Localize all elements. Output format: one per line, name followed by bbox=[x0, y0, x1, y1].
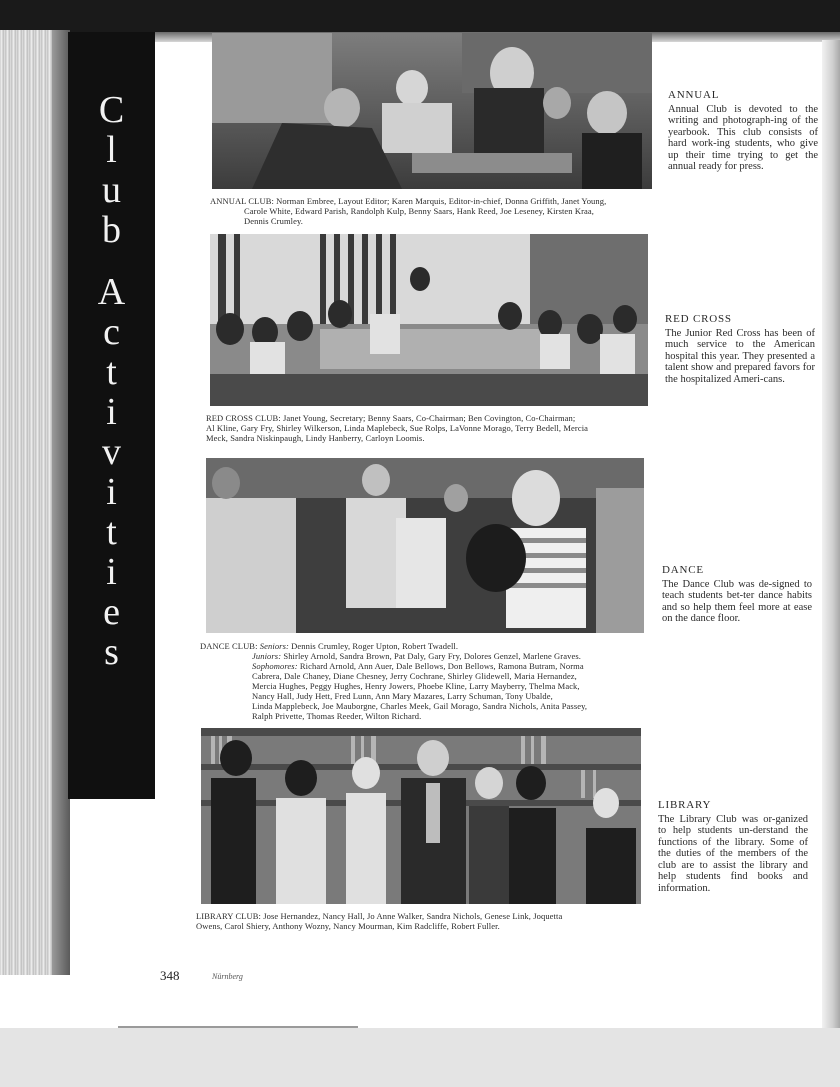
red-cross-body: The Junior Red Cross has been of much service to the American hospital this year. They presented a talent show and prepared favors for the hospitalized Ameri-cans. bbox=[665, 327, 815, 385]
title-letter: v bbox=[102, 431, 121, 473]
scan-top-border bbox=[0, 0, 840, 32]
page-title bbox=[68, 90, 155, 672]
dance-body: The Dance Club was de-signed to teach students bet-ter dance habits and so help them feel more at ease on the dance floor. bbox=[662, 578, 812, 624]
library-body: The Library Club was or-ganized to help students un-derstand the functions of the library. Some of the duties of the members of the club are to assist the library and help students find books and information. bbox=[658, 813, 808, 894]
library-caption: LIBRARY CLUB: Jose Hernandez, Nancy Hall, Jo Anne Walker, Sandra Nichols, Genese Link, Joquetta Owens, Carol Shiery, Anthony Wozny, Nancy Mourman, Kim Radcliffe, Robert Fuller. bbox=[196, 911, 563, 931]
red-cross-heading: RED CROSS bbox=[665, 313, 732, 325]
page-number: 348 bbox=[160, 968, 180, 983]
title-letter: C bbox=[98, 89, 125, 131]
title-letter: e bbox=[103, 591, 120, 633]
dance-club-photo bbox=[206, 458, 644, 633]
page-bottom-rule bbox=[118, 1026, 358, 1028]
annual-body: Annual Club is devoted to the writing and photograph-ing of the yearbook. This club consists of hard work-ing students, who give up their time trying to get the annual ready for press. bbox=[668, 103, 818, 172]
dance-description bbox=[662, 565, 812, 625]
title-letter: s bbox=[104, 631, 119, 673]
red-cross-caption: RED CROSS CLUB: Janet Young, Secretary; Benny Saars, Co-Chairman; Ben Covington, Co-Chairman; Al Kline, Gary Fry, Shirley Wilkerson, Linda Maplebeck, Sue Rolps, LaVonne Morago, Terry Bedell, Mercia Meck, Sandra Niskinpaugh, Lindy Hanberry, Carloyn Loomis. bbox=[206, 413, 589, 443]
library-description bbox=[658, 800, 808, 894]
title-letter: l bbox=[106, 129, 117, 171]
red-cross-club-photo bbox=[210, 234, 648, 406]
title-letter: A bbox=[97, 271, 126, 313]
title-letter: b bbox=[102, 209, 121, 251]
annual-club-photo bbox=[212, 33, 652, 189]
title-letter: c bbox=[103, 311, 120, 353]
title-letter: t bbox=[106, 511, 117, 553]
title-banner bbox=[68, 32, 155, 799]
annual-description bbox=[668, 90, 818, 173]
library-club-photo bbox=[201, 728, 641, 904]
title-letter: t bbox=[106, 351, 117, 393]
title-letter: i bbox=[106, 471, 117, 513]
title-letter: u bbox=[102, 169, 121, 211]
dance-heading: DANCE bbox=[662, 564, 704, 576]
annual-caption: ANNUAL CLUB: Norman Embree, Layout Editor; Karen Marquis, Editor-in-chief, Donna Griffith, Janet Young, Carole White, Edward Parish, Randolph Kulp, Benny Saars, Hank Reed, Joe Leseney, Kirsten Kraa, Dennis Crumley. bbox=[210, 196, 607, 226]
title-letter: i bbox=[106, 551, 117, 593]
title-letter: i bbox=[106, 391, 117, 433]
scan-right-shade bbox=[822, 40, 840, 1030]
scan-bottom-border bbox=[0, 1028, 840, 1087]
dance-caption: DANCE CLUB: Seniors: Dennis Crumley, Roger Upton, Robert Twadell. Juniors: Shirley Arnold, Sandra Brown, Pat Daly, Gary Fry, Dolores Genzel, Marlene Graves. Sophomores: Richard Arnold, Ann Auer, Dale Bellows, Don Bellows, Ramona Butram, Norma Cabrera, Dale Chaney, Diane Chesney, Jerry Cochrane, Shirley Glidewell, Maria Hernandez, Mercia Hughes, Peggy Hughes, Henry Jowers, Phoebe Kline, Larry Mayberry, Thelma Mack, Nancy Hall, Judy Hett, Fred Lunn, Ann Mary Mazares, Larry Schuman, Tony Ubalde, Linda Mapplebeck, Joe Mauborgne, Charles Meek, Gail Morago, Sandra Nichols, Anita Passey, Ralph Privette, Thomas Reeder, Wilton Richard. bbox=[200, 641, 588, 721]
annual-heading: ANNUAL bbox=[668, 89, 720, 101]
library-heading: LIBRARY bbox=[658, 799, 712, 811]
red-cross-description bbox=[665, 314, 815, 385]
book-title: Nürnberg bbox=[212, 972, 243, 981]
